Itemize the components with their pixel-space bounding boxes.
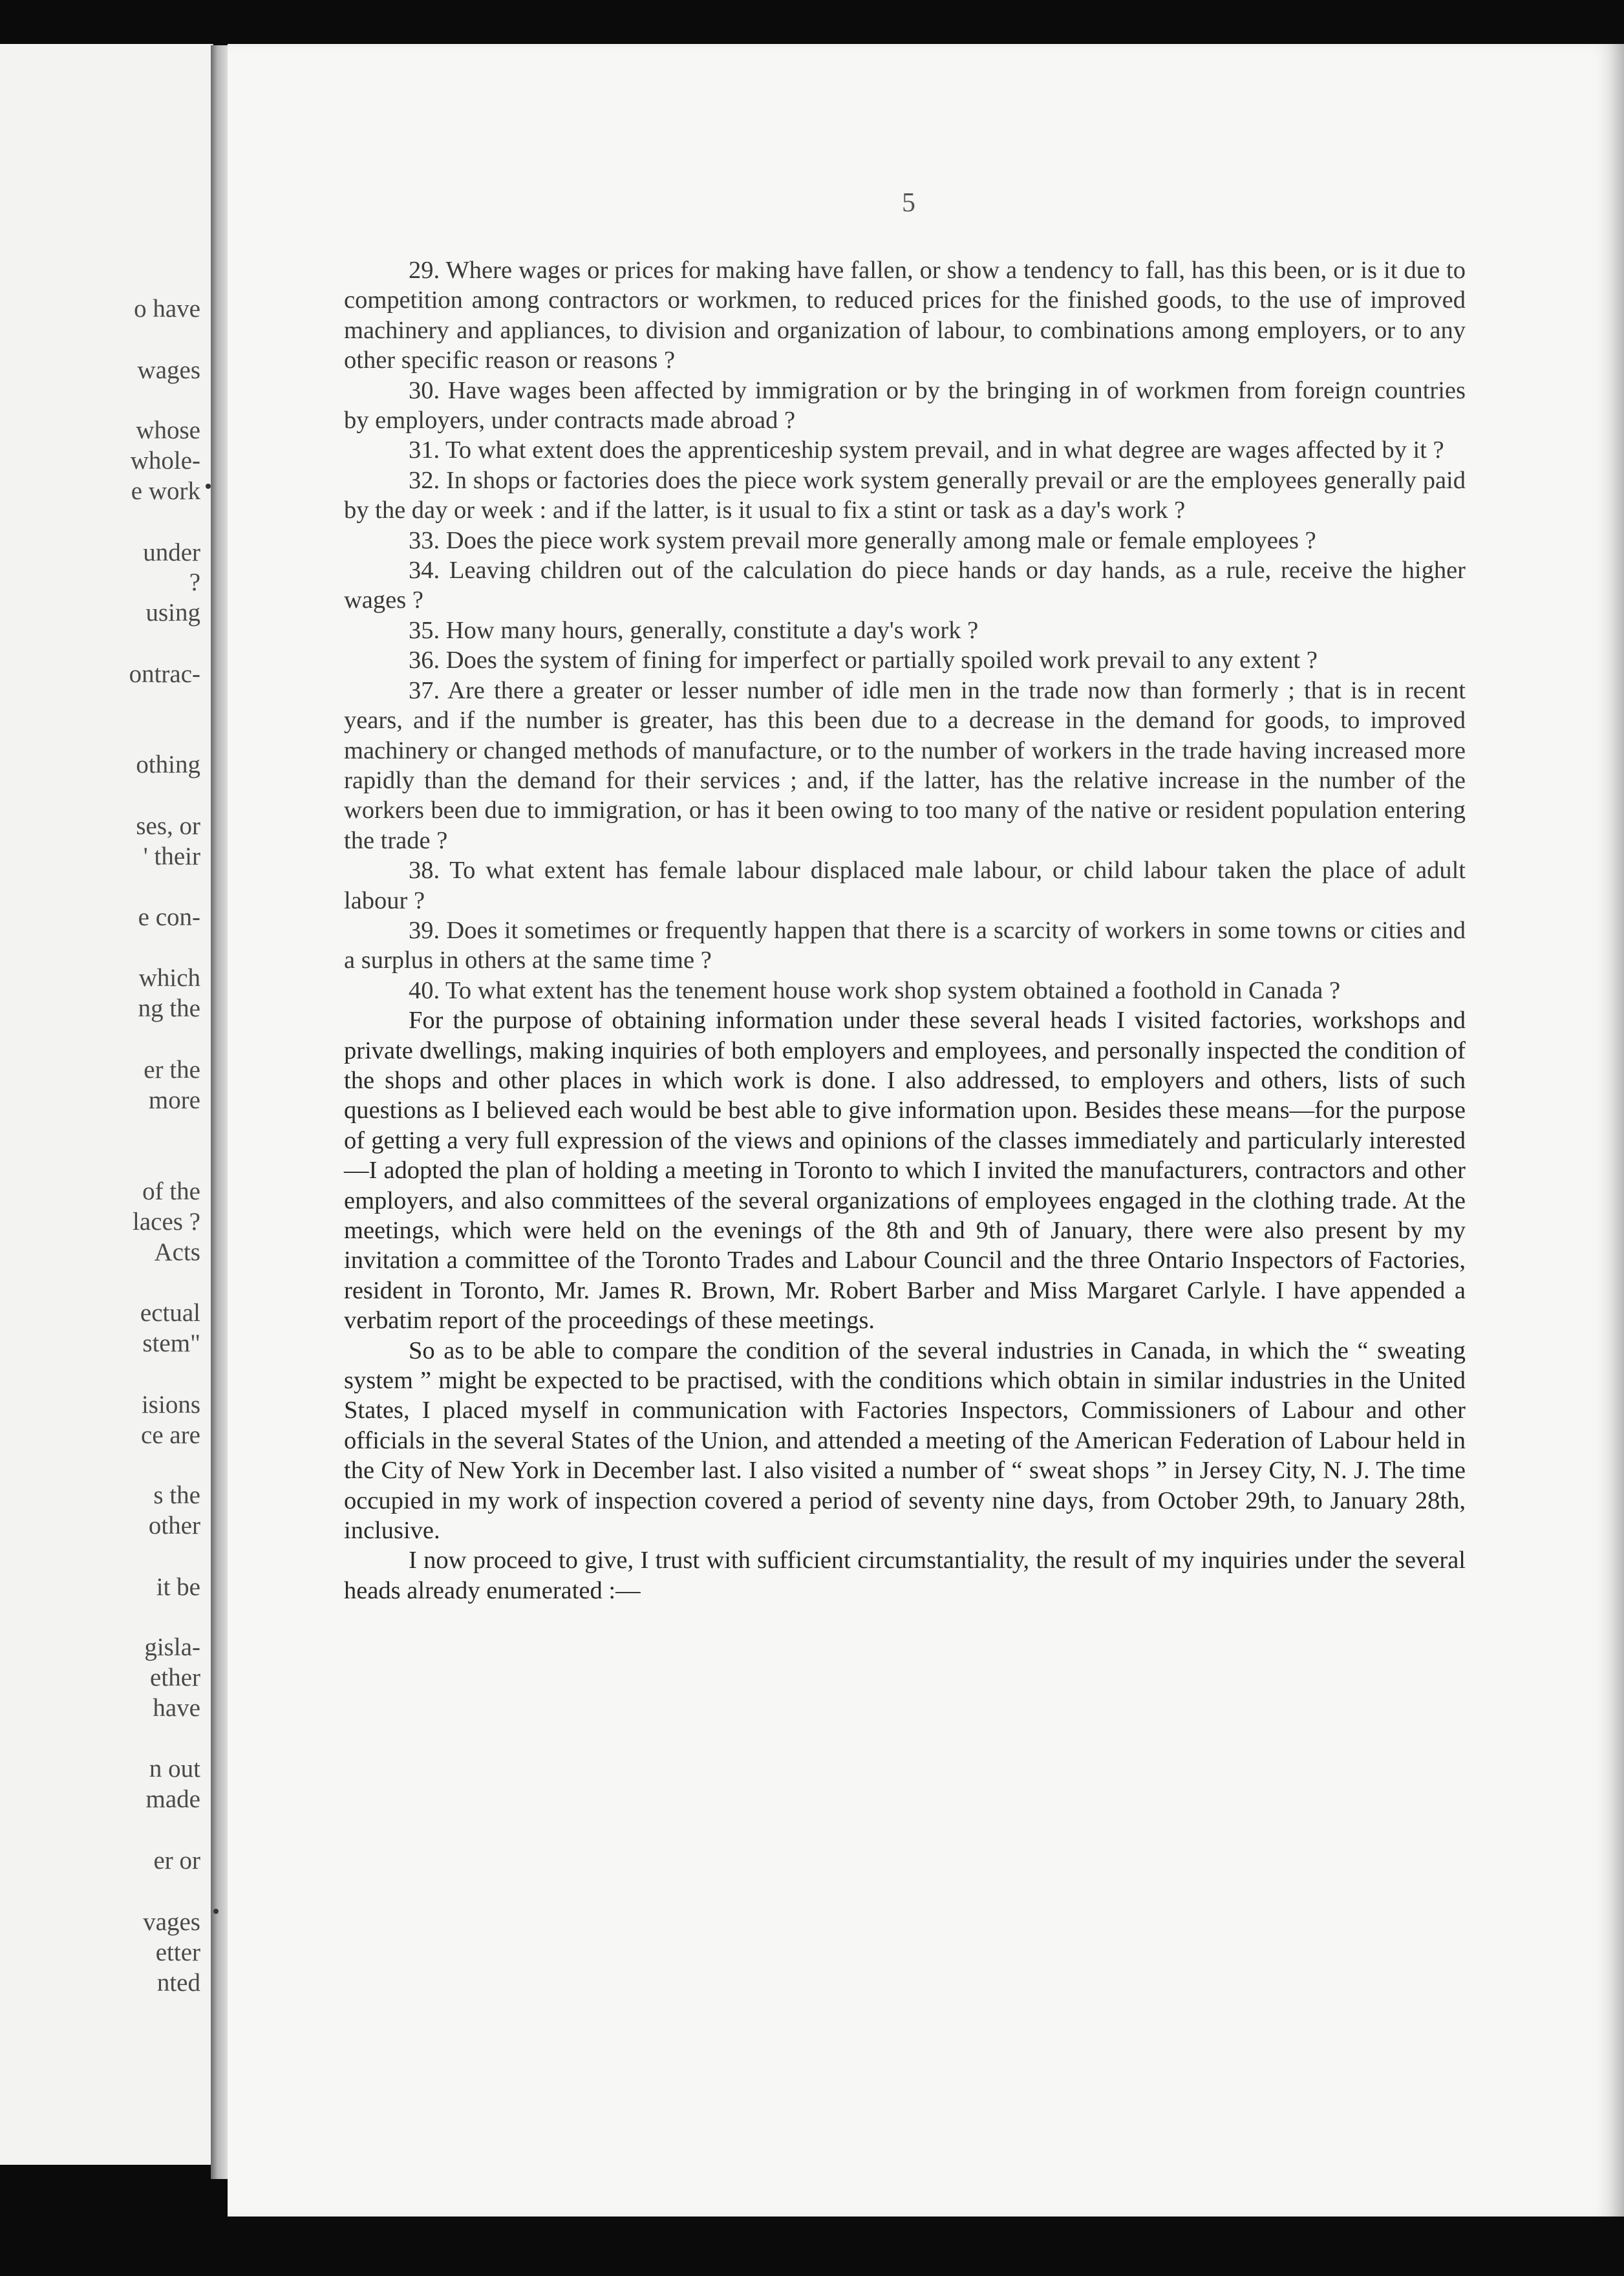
facing-page-line: n out	[149, 1755, 200, 1783]
facing-page-line: o have	[134, 295, 200, 323]
question-29: 29. Where wages or prices for making have fallen, or show a tendency to fall, has this been, or is it due to competition among contractors or workmen, to reduced prices for the finished goods, to the use of improved machinery and appliances, to division and organization of labour, to combinations among employers, or to any other specific reason or reasons ?	[344, 257, 1466, 374]
paragraph-inquiry-method: For the purpose of obtaining information under these several heads I visited factories, workshops and private dwellings, making inquiries of both employers and employees, and personally inspected the condition of the shops and other places in which work is done. I also addressed, to employers and others, lists of such questions as I believed each would be best able to give information upon. Besides these means—for the purpose of getting a very full expression of the views and opinions of the classes immediately and particularly interested—I adopted the plan of holding a meeting in Toronto to which I invited the manufacturers, contractors and other employers, and also committees of the several organizations of employees engaged in the clothing trade. At the meetings, which were held on the evenings of the 8th and 9th of January, there were also present by my invitation a committee of the Toronto Trades and Labour Council and the three Ontario Inspectors of Factories, resident in Toronto, Mr. James R. Brown, Mr. Robert Barber and Miss Margaret Carlyle. I have appended a verbatim report of the proceedings of these meetings.	[344, 1007, 1466, 1335]
ink-speck	[213, 1909, 219, 1914]
facing-page-line: ether	[150, 1664, 200, 1691]
facing-page-line: made	[145, 1785, 200, 1813]
facing-page	[0, 44, 213, 2165]
facing-page-line: isions	[141, 1391, 200, 1419]
facing-page-line: ectual	[140, 1299, 200, 1327]
book-gutter	[211, 45, 228, 2179]
question-31: 31. To what extent does the apprenticeship system prevail, and in what degree are wages affected by it ?	[409, 436, 1444, 464]
facing-page-line: vages	[143, 1908, 200, 1936]
facing-page-line: othing	[136, 751, 200, 778]
facing-page-line: other	[148, 1512, 200, 1540]
facing-page-line: ses, or	[136, 812, 200, 840]
question-34: 34. Leaving children out of the calculation do piece hands or day hands, as a rule, receive the higher wages ?	[344, 557, 1466, 614]
facing-page-line: have	[153, 1694, 200, 1722]
question-32: 32. In shops or factories does the piece work system generally prevail or are the employees generally paid by the day or week : and if the latter, is it usual to fix a stint or task as a day's work ?	[344, 466, 1466, 524]
question-38: 38. To what extent has female labour displaced male labour, or child labour taken the place of adult labour ?	[344, 857, 1466, 914]
facing-page-line: under	[143, 539, 200, 566]
ink-speck	[206, 484, 211, 489]
facing-page-line: it be	[156, 1573, 200, 1601]
paragraph-comparison: So as to be able to compare the condition of the several industries in Canada, in which the “ sweating system ” might be expected to be practised, with the conditions which obtain in similar industries in the United States, I placed myself in communication with Factories Inspectors, Commissioners of Labour and other officials in the several States of the Union, and attended a meeting of the American Federation of Labour held in the City of New York in December last. I also visited a number of “ sweat shops ” in Jersey City, N. J. The time occupied in my work of inspection covered a period of seventy nine days, from October 29th, to January 28th, inclusive.	[344, 1337, 1466, 1545]
page-body	[344, 255, 1466, 1605]
facing-page-line: whose	[136, 416, 200, 444]
facing-page-line: stem"	[142, 1329, 200, 1357]
facing-page-line: whole-	[130, 447, 200, 475]
question-35: 35. How many hours, generally, constitute a day's work ?	[409, 616, 979, 644]
facing-page-line: ' their	[143, 843, 200, 870]
question-33: 33. Does the piece work system prevail more generally among male or female employees ?	[409, 526, 1316, 554]
question-30: 30. Have wages been affected by immigration or by the bringing in of workmen from foreign countries by employers, under contracts made abroad ?	[344, 376, 1466, 435]
facing-page-line: e work	[131, 477, 200, 505]
facing-page-line: Acts	[154, 1238, 200, 1266]
page-number: 5	[902, 188, 915, 218]
facing-page-line: ng the	[138, 994, 200, 1022]
question-39: 39. Does it sometimes or frequently happen that there is a scarcity of workers in some towns or cities and a surplus in others at the same time ?	[344, 916, 1466, 974]
facing-page-line: etter	[155, 1938, 200, 1966]
facing-page-line: laces ?	[132, 1208, 200, 1236]
facing-page-line: wages	[137, 356, 200, 384]
paragraph-proceed: I now proceed to give, I trust with sufficient circumstantiality, the result of my inquiries under the several heads already enumerated :—	[344, 1547, 1466, 1604]
facing-page-line: which	[138, 964, 200, 992]
facing-page-line: er or	[153, 1847, 200, 1874]
facing-page-line: of the	[142, 1177, 200, 1205]
facing-page-line: gisla-	[144, 1633, 200, 1661]
facing-page-line: ontrac-	[129, 660, 200, 688]
facing-page-line: ?	[189, 568, 200, 596]
question-37: 37. Are there a greater or lesser number of idle men in the trade now than formerly ; that is in recent years, and if the number is greater, has this been due to a decrease in the demand for goods, to improved machinery or changed methods of manufacture, or to the number of workers in the trade having increased more rapidly than the demand for their services ; and, if the latter, has the relative increase in the number of the workers been due to immigration, or has it been owing to too many of the native or resident population entering the trade ?	[344, 676, 1466, 854]
facing-page-line: s the	[153, 1481, 200, 1509]
facing-page-line: more	[148, 1086, 200, 1114]
facing-page-line: er the	[144, 1056, 200, 1084]
facing-page-line: ce are	[141, 1421, 200, 1449]
facing-page-line: using	[145, 599, 200, 627]
question-36: 36. Does the system of fining for imperfect or partially spoiled work prevail to any extent ?	[409, 647, 1318, 674]
facing-page-line: nted	[156, 1969, 200, 1997]
question-40: 40. To what extent has the tenement house work shop system obtained a foothold in Canada ?	[409, 976, 1341, 1004]
facing-page-line: e con-	[138, 903, 200, 931]
